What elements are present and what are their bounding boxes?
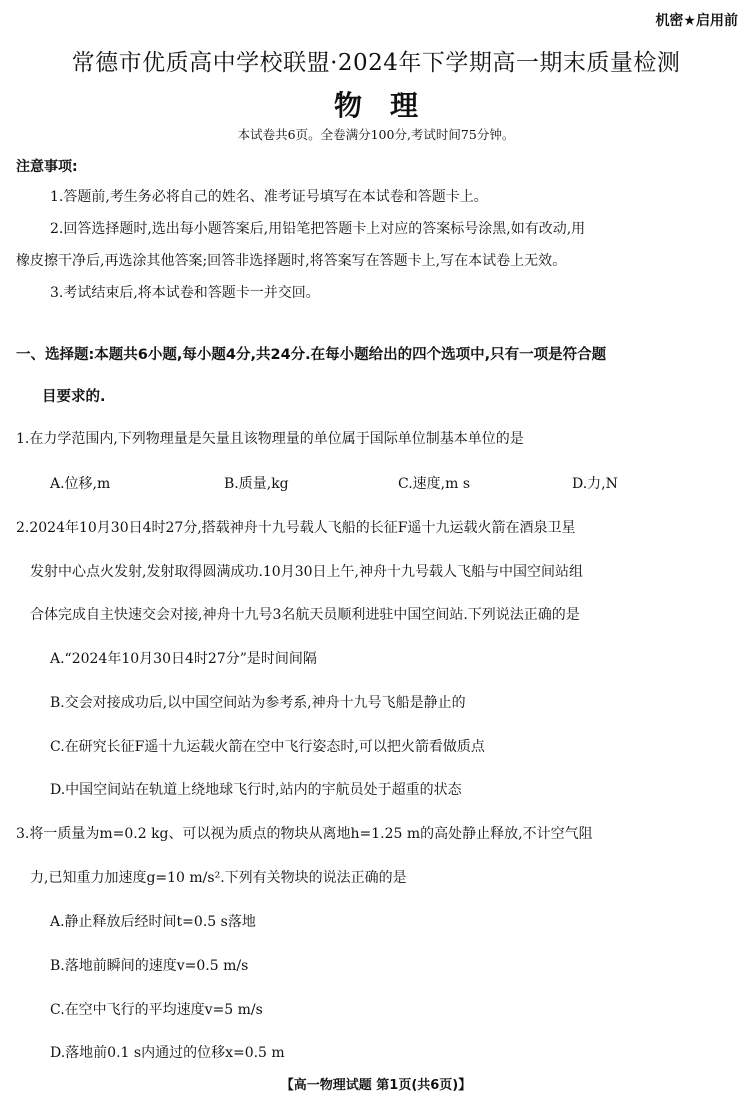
notice-line: 橡皮擦干净后,再选涂其他答案;回答非选择题时,将答案写在答题卡上,写在本试卷上无效。 [16, 253, 567, 269]
q1-option-c: C.速度,m s [398, 476, 471, 492]
q3-option-a: A.静止释放后经时间t=0.5 s落地 [50, 914, 256, 930]
notice-heading: 注意事项: [16, 159, 78, 175]
q1-option-a: A.位移,m [50, 476, 111, 492]
confidential-mark: 机密★启用前 [655, 13, 738, 29]
q1-option-d: D.力,N [572, 476, 618, 492]
question-1-stem: 1.在力学范围内,下列物理量是矢量且该物理量的单位属于国际单位制基本单位的是 [16, 431, 524, 447]
q2-option-a: A.“2024年10月30日4时27分”是时间间隔 [50, 651, 317, 667]
question-2-stem: 合体完成自主快速交会对接,神舟十九号3名航天员顺利进驻中国空间站.下列说法正确的是 [30, 607, 580, 623]
q3-option-b: B.落地前瞬间的速度v=0.5 m/s [50, 958, 249, 974]
exam-intro: 本试卷共6页。全卷满分100分,考试时间75分钟。 [237, 127, 515, 142]
notice-line: 3.考试结束后,将本试卷和答题卡一并交回。 [50, 285, 320, 301]
q3-option-c: C.在空中飞行的平均速度v=5 m/s [50, 1002, 263, 1018]
exam-title: 常德市优质高中学校联盟·2024年下学期高一期末质量检测 [71, 50, 681, 76]
q3-option-d: D.落地前0.1 s内通过的位移x=0.5 m [50, 1045, 285, 1061]
page-footer: 【高一物理试题 第1页(共6页)】 [280, 1078, 472, 1093]
section-heading-cont: 目要求的. [42, 389, 106, 405]
section-heading: 一、选择题:本题共6小题,每小题4分,共24分.在每小题给出的四个选项中,只有一项是符合题 [16, 347, 607, 363]
notice-line: 1.答题前,考生务必将自己的姓名、准考证号填写在本试卷和答题卡上。 [50, 189, 488, 205]
q2-option-c: C.在研究长征F遥十九运载火箭在空中飞行姿态时,可以把火箭看做质点 [50, 739, 485, 755]
q1-option-b: B.质量,kg [224, 476, 289, 492]
q2-option-d: D.中国空间站在轨道上绕地球飞行时,站内的宇航员处于超重的状态 [50, 782, 462, 798]
q2-option-b: B.交会对接成功后,以中国空间站为参考系,神舟十九号飞船是静止的 [50, 695, 466, 711]
question-3-stem: 3.将一质量为m=0.2 kg、可以视为质点的物块从离地h=1.25 m的高处静止释放,不计空气阻 [16, 826, 593, 842]
question-2-stem: 发射中心点火发射,发射取得圆满成功.10月30日上午,神舟十九号载人飞船与中国空间站组 [30, 564, 583, 580]
notice-line: 2.回答选择题时,选出每小题答案后,用铅笔把答题卡上对应的答案标号涂黑,如有改动,用 [50, 221, 586, 237]
question-2-stem: 2.2024年10月30日4时27分,搭载神舟十九号载人飞船的长征F遥十九运载火箭在酒泉卫星 [16, 520, 576, 536]
question-3-stem: 力,已知重力加速度g=10 m/s².下列有关物块的说法正确的是 [30, 870, 407, 886]
subject-title: 物理 [333, 89, 446, 122]
